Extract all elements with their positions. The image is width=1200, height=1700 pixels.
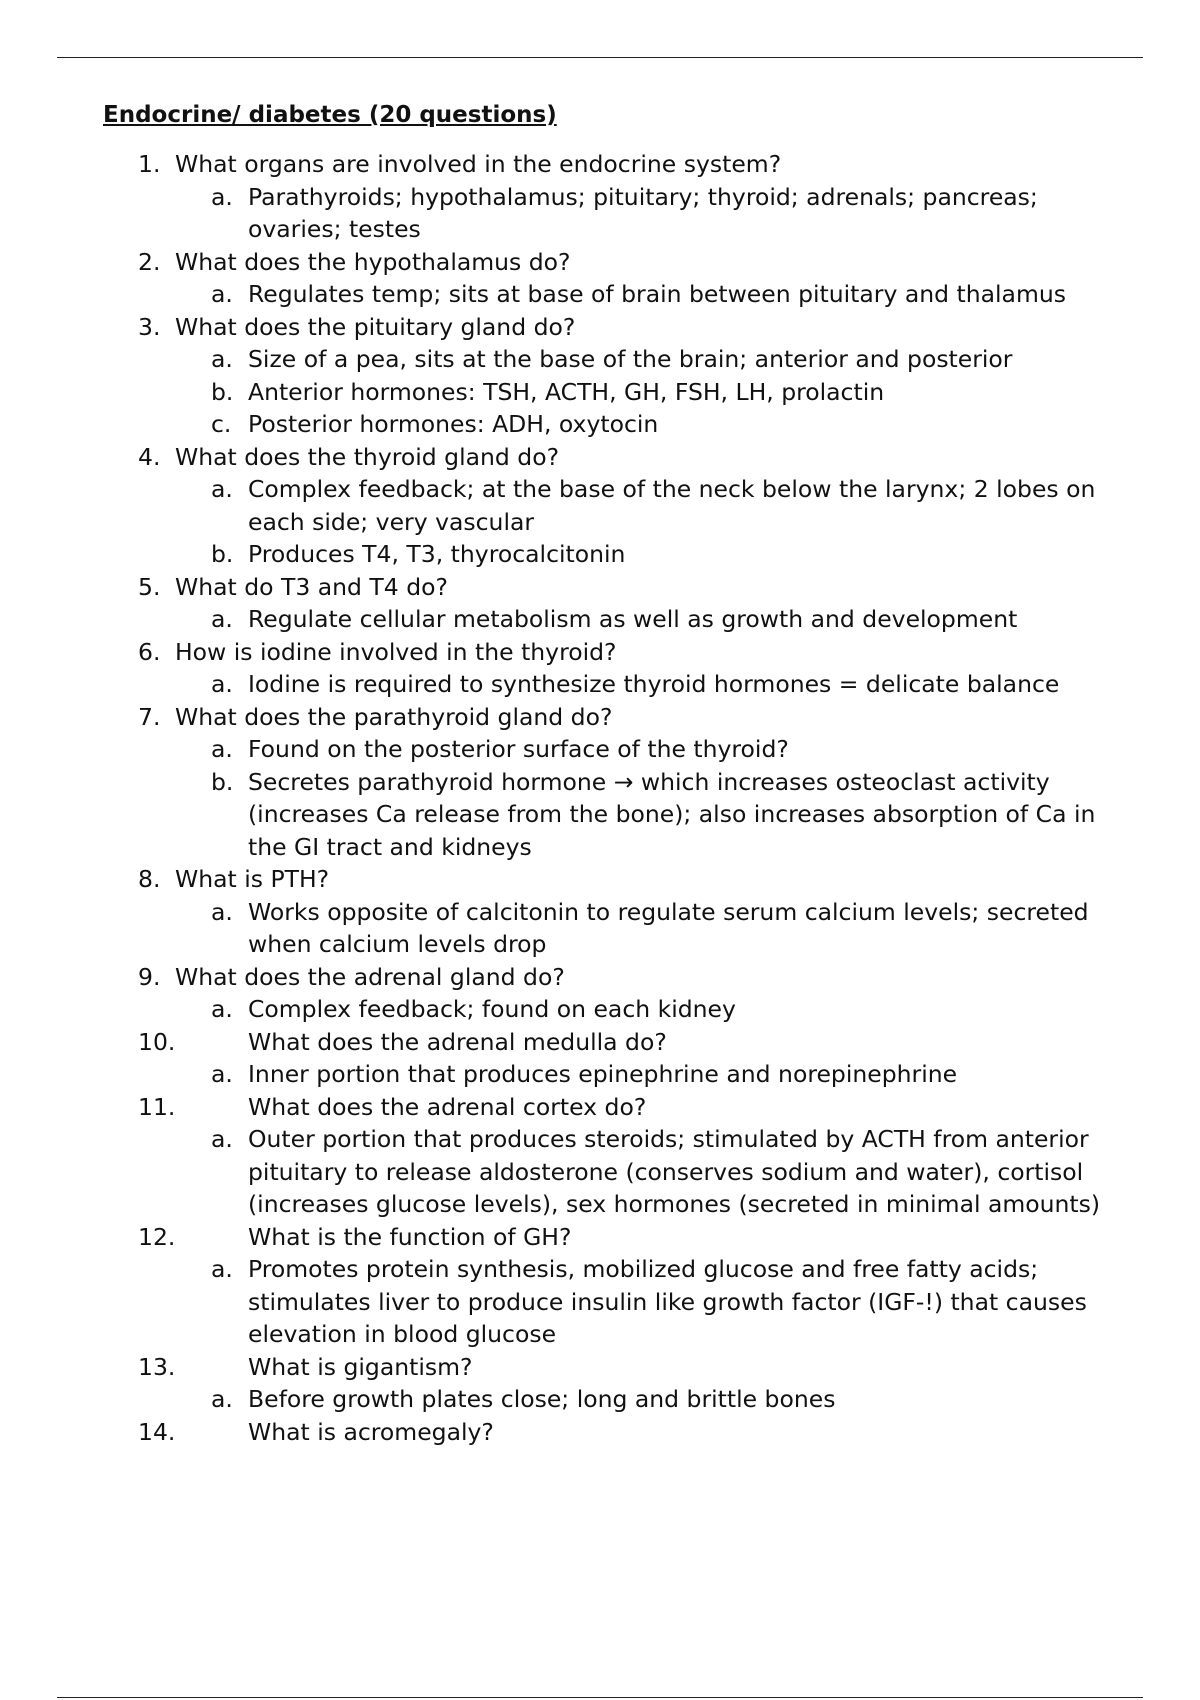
document-body bbox=[103, 98, 1133, 1448]
answer-letter: c. bbox=[211, 410, 232, 438]
question-item bbox=[103, 246, 1133, 279]
answer-item bbox=[103, 1383, 1133, 1416]
answer-letter: a. bbox=[211, 182, 233, 211]
question-text: What does the pituitary gland do? bbox=[175, 312, 576, 341]
question-item bbox=[103, 311, 1133, 344]
answer-line: (increases glucose levels), sex hormones (secreted in minimal amounts) bbox=[248, 1190, 1101, 1218]
question-text: What is gigantism? bbox=[248, 1352, 473, 1381]
document-title: Endocrine/ diabetes (20 questions) bbox=[103, 102, 557, 128]
question-text: What do T3 and T4 do? bbox=[175, 572, 448, 601]
question-text: What does the parathyroid gland do? bbox=[175, 702, 613, 731]
question-number: 13. bbox=[138, 1352, 176, 1381]
answer-line: pituitary to release aldosterone (conserves sodium and water), cortisol bbox=[248, 1157, 1084, 1186]
question-number: 14. bbox=[138, 1417, 176, 1446]
question-text: What organs are involved in the endocrine system? bbox=[175, 150, 782, 178]
question-number: 8. bbox=[138, 865, 161, 893]
question-item bbox=[103, 863, 1133, 896]
answer-item bbox=[103, 766, 1133, 864]
answer-item bbox=[103, 1123, 1133, 1221]
answer-line: Before growth plates close; long and brittle bones bbox=[248, 1385, 836, 1413]
answer-line: the GI tract and kidneys bbox=[248, 832, 532, 861]
answer-letter: a. bbox=[211, 670, 233, 698]
question-text: What does the adrenal cortex do? bbox=[248, 1092, 647, 1121]
answer-item bbox=[103, 668, 1133, 701]
question-text: What is PTH? bbox=[175, 865, 330, 893]
question-number: 5. bbox=[138, 572, 161, 601]
answer-letter: a. bbox=[211, 897, 233, 926]
answer-letter: a. bbox=[211, 995, 233, 1023]
answer-item bbox=[103, 278, 1133, 311]
answer-letter: a. bbox=[211, 1060, 233, 1088]
question-text: What does the adrenal gland do? bbox=[175, 962, 565, 991]
answer-letter: b. bbox=[211, 540, 234, 568]
bottom-rule bbox=[57, 1697, 1143, 1698]
question-number: 11. bbox=[138, 1092, 176, 1121]
answer-item bbox=[103, 1253, 1133, 1351]
question-number: 10. bbox=[138, 1027, 176, 1056]
question-text: What does the thyroid gland do? bbox=[175, 442, 560, 471]
answer-line: stimulates liver to produce insulin like growth factor (IGF-!) that causes bbox=[248, 1287, 1087, 1316]
question-text: What does the adrenal medulla do? bbox=[248, 1027, 667, 1056]
answer-line: Regulate cellular metabolism as well as growth and development bbox=[248, 605, 1018, 633]
answer-item bbox=[103, 538, 1133, 571]
answer-item bbox=[103, 896, 1133, 961]
answer-item bbox=[103, 1058, 1133, 1091]
question-item bbox=[103, 441, 1133, 474]
question-item bbox=[103, 571, 1133, 604]
answer-line: Complex feedback; found on each kidney bbox=[248, 995, 736, 1023]
question-number: 3. bbox=[138, 312, 161, 341]
question-item bbox=[103, 961, 1133, 994]
question-text: What does the hypothalamus do? bbox=[175, 247, 571, 276]
answer-line: Promotes protein synthesis, mobilized glucose and free fatty acids; bbox=[248, 1255, 1039, 1283]
answer-line: Found on the posterior surface of the thyroid? bbox=[248, 735, 789, 763]
question-item bbox=[103, 1026, 1133, 1059]
question-item bbox=[103, 148, 1133, 181]
question-item bbox=[103, 1416, 1133, 1449]
question-item bbox=[103, 1091, 1133, 1124]
answer-line: elevation in blood glucose bbox=[248, 1320, 557, 1348]
answer-line: Size of a pea, sits at the base of the brain; anterior and posterior bbox=[248, 345, 1013, 373]
answer-item bbox=[103, 603, 1133, 636]
answer-line: Inner portion that produces epinephrine and norepinephrine bbox=[248, 1060, 958, 1088]
answer-item bbox=[103, 181, 1133, 246]
answer-line: Works opposite of calcitonin to regulate serum calcium levels; secreted bbox=[248, 897, 1089, 926]
answer-item bbox=[103, 408, 1133, 441]
answer-item bbox=[103, 343, 1133, 376]
answer-item bbox=[103, 473, 1133, 538]
answer-line: Produces T4, T3, thyrocalcitonin bbox=[248, 540, 626, 568]
answer-line: Iodine is required to synthesize thyroid hormones = delicate balance bbox=[248, 670, 1060, 698]
answer-line: when calcium levels drop bbox=[248, 930, 547, 958]
answer-line: Secretes parathyroid hormone → which increases osteoclast activity bbox=[248, 767, 1050, 796]
question-number: 9. bbox=[138, 962, 161, 991]
question-item bbox=[103, 1221, 1133, 1254]
answer-item bbox=[103, 733, 1133, 766]
question-list bbox=[103, 148, 1133, 1448]
answer-line: Parathyroids; hypothalamus; pituitary; thyroid; adrenals; pancreas; bbox=[248, 182, 1038, 211]
answer-line: ovaries; testes bbox=[248, 215, 421, 243]
question-number: 6. bbox=[138, 637, 161, 666]
question-item bbox=[103, 701, 1133, 734]
question-text: What is acromegaly? bbox=[248, 1417, 494, 1446]
question-number: 7. bbox=[138, 702, 161, 731]
answer-line: Regulates temp; sits at base of brain between pituitary and thalamus bbox=[248, 280, 1066, 308]
answer-letter: a. bbox=[211, 605, 233, 633]
question-item bbox=[103, 636, 1133, 669]
question-text: What is the function of GH? bbox=[248, 1222, 572, 1251]
answer-letter: a. bbox=[211, 1125, 233, 1153]
answer-line: each side; very vascular bbox=[248, 507, 535, 536]
answer-letter: a. bbox=[211, 345, 233, 373]
top-rule bbox=[57, 57, 1143, 58]
answer-letter: a. bbox=[211, 280, 233, 308]
answer-item bbox=[103, 376, 1133, 409]
answer-letter: a. bbox=[211, 735, 233, 763]
answer-letter: b. bbox=[211, 377, 234, 406]
answer-line: Posterior hormones: ADH, oxytocin bbox=[248, 410, 659, 438]
question-item bbox=[103, 1351, 1133, 1384]
answer-letter: a. bbox=[211, 475, 233, 503]
answer-letter: b. bbox=[211, 767, 234, 796]
question-number: 1. bbox=[138, 150, 161, 178]
answer-letter: a. bbox=[211, 1385, 233, 1413]
question-number: 2. bbox=[138, 247, 161, 276]
answer-item bbox=[103, 993, 1133, 1026]
answer-line: Anterior hormones: TSH, ACTH, GH, FSH, LH, prolactin bbox=[248, 377, 885, 406]
question-text: How is iodine involved in the thyroid? bbox=[175, 637, 617, 666]
question-number: 12. bbox=[138, 1222, 176, 1251]
question-number: 4. bbox=[138, 442, 161, 471]
answer-line: (increases Ca release from the bone); also increases absorption of Ca in bbox=[248, 800, 1096, 828]
answer-line: Complex feedback; at the base of the neck below the larynx; 2 lobes on bbox=[248, 475, 1096, 503]
answer-line: Outer portion that produces steroids; stimulated by ACTH from anterior bbox=[248, 1125, 1089, 1153]
answer-letter: a. bbox=[211, 1255, 233, 1283]
